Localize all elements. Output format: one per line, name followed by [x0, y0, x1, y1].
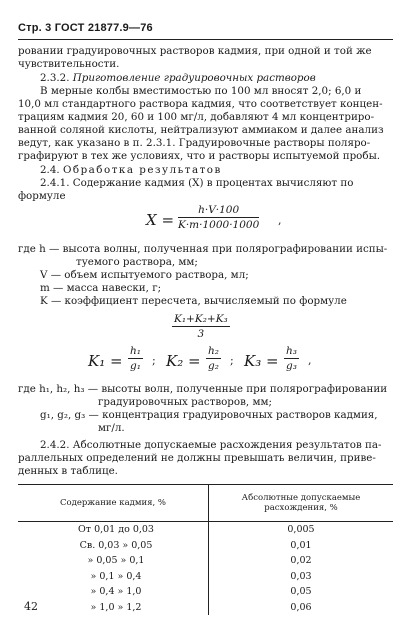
section-2-4-2: 2.4.2. Абсолютные допускаемые расхождения результатов па- раллельных определений не должны превышать величин, приве- денных в таблице.	[18, 439, 382, 477]
formula-k-fraction: $\frac{\text{K₁+K₂+K₃}}{3}$	[174, 313, 228, 340]
formula-k3-lhs: K₃ =	[244, 352, 279, 370]
formula-k2-lhs: K₂ =	[166, 352, 201, 370]
formula-k2-fraction: $\frac{\text{h₂}}{\text{g₂}}$	[208, 345, 219, 372]
formula-x-denominator: K·m·1000·1000	[178, 219, 260, 231]
formula-k1-fraction: $\frac{\text{h₁}}{\text{g₁}}$	[130, 345, 141, 372]
table-row: Св. 0,03 » 0,05 0,01	[18, 538, 393, 554]
section-2-4-heading: 2.4. Обработка результатов	[40, 164, 222, 176]
formula-x-lhs: X =	[146, 211, 175, 229]
table-row: » 0,1 » 0,4 0,03	[18, 569, 393, 585]
table-header-content: Содержание кадмия, %	[18, 485, 209, 522]
definitions-block: где h — высота волны, полученная при полярографировании испы- туемого раствора, мм; V — объем испытуемого раствора, мл; m — масса навески, г; K — коэффициент пересчета, вычисляемый по формуле	[18, 243, 388, 307]
section-2-3-2: 2.3.2. Приготовление градуировочных растворов В мерные колбы вместимостью по 100 мл вносят 2,0; 6,0 и 10,0 мл стандартного раствора кадмия, что соответствует концен- трациям кадмия 20, 60 и 100 мг/л, добавляют 4 мл концентриро- ванной соляной кислоты, нейтрализуют аммиаком и далее анализ ведут, как указано в п. 2.3.1. Градуировочные растворы поляро- графируют в тех же условиях, что и растворы испытуемой пробы.	[18, 72, 384, 162]
formula-k1-lhs: K₁ =	[88, 352, 123, 370]
section-number: 2.3.2.	[40, 72, 70, 84]
table-row: От 0,01 до 0,03 0,005	[18, 522, 393, 538]
definitions-block-2: где h₁, h₂, h₃ — высоты волн, полученные при полярографировании градуировочных растворов, мм; g₁, g₂, g₃ — концентрация градуировочных растворов кадмия, мг/л.	[18, 383, 388, 434]
table-row: » 0,05 » 0,1 0,02	[18, 553, 393, 569]
table-row: » 1,0 » 1,2 0,06	[18, 600, 393, 616]
section-title: Обработка результатов	[62, 164, 222, 176]
section-title: Приготовление градуировочных растворов	[72, 72, 316, 84]
formula-x-numerator: h·V·100	[178, 204, 259, 218]
page-header: Стр. 3 ГОСТ 21877.9—76	[18, 22, 153, 34]
table-header-tolerance: Абсолютные допускаемые расхождения, %	[209, 485, 394, 522]
section-2-4-1: 2.4.1. Содержание кадмия (X) в процентах вычисляют по формуле	[18, 177, 354, 202]
page-number: 42	[24, 600, 38, 613]
tolerance-table	[18, 484, 393, 615]
header-rule	[18, 39, 393, 40]
table-header-row	[18, 485, 393, 522]
table-row: » 0,4 » 1,0 0,05	[18, 584, 393, 600]
paragraph-continuation: ровании градуировочных растворов кадмия, при одной и той же чувствительности.	[18, 45, 372, 70]
formula-k3-fraction: $\frac{\text{h₃}}{\text{g₃}}$	[286, 345, 297, 372]
document-page: Стр. 3 ГОСТ 21877.9—76 ровании градуировочных растворов кадмия, при одной и той же чувствительности. 2.3.2. Приготовление градуировочных растворов В мерные колбы вместимостью по 100 мл вносят 2,0; 6,0 и 10,0 мл стандартного раствора кадмия, что соответствует концен- трациям кадмия 20, 60 и 100 мг/л, добавляют 4 мл концентриро- ванной соляной кислоты, нейтрализуют аммиаком и далее анализ ведут, как указано в п. 2.3.1. Градуировочные растворы поляро- графируют в тех же условиях, что и растворы испытуемой пробы. 2.4. Обработка результатов 2.4.1. Содержание кадмия (X) в процентах вычисляют по формуле X = $\frac{h\cdot V\cdot 100}{K\cdot m\cdot 1000\cdot 1000}$ , где h — высота волны, полученная при полярографировании испы- туемого раствора, мм; V — объем испытуемого раствора, мл; m — масса навески, г; K — коэффициент пересчета, вычисляемый по формуле $\frac{\text{K₁+K₂+K₃}}{3}$ K₁ = $\frac{\text{h₁}}{\text{g₁}}$ ; K₂ = $\frac{\text{h₂}}{\text{g₂}}$ ; K₃ = $\frac{\text{h₃}}{\text{g₃}}$ , где h₁, h₂, h₃ — высоты волн, полученные при полярографировании градуировочных растворов, мм; g₁, g₂, g₃ — концентрация градуировочных растворов кадмия, мг/л. 2.4.2. Абсолютные допускаемые расхождения результатов па- раллельных определений не должны превышать величин, приве- денных в таблице. Содержание кадмия, % Абсолютные допускаемые расхождения, % От 0,01 до 0,03 0,005 Св. 0,03 » 0,05 0,01 » 0,05 » 0,1 0,02 » 0,1 » 0,4 0,03 » 0,4 » 1,0 0,05 » 1,0 » 1,2 0,06 42	[0, 0, 411, 639]
formula-x-fraction	[178, 204, 259, 231]
